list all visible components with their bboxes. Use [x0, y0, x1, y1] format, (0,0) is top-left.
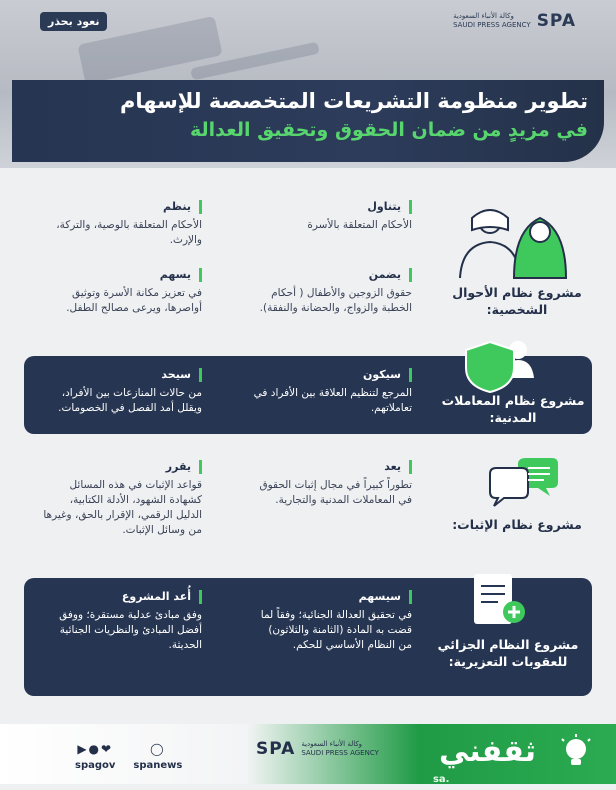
brand-name: ثقفني	[438, 734, 536, 769]
item-sayushim	[252, 590, 412, 653]
social-icons: ▶●❤	[77, 742, 114, 756]
item-label: سيسهم	[252, 590, 412, 604]
item-text: الأحكام المتعلقة بالوصية، والتركة، والإرث.	[56, 219, 202, 246]
item-text: في تحقيق العدالة الجنائية؛ وفقاً لما قضت به المادة (الثامنة والثلاثون) من النظام الأساسي للحكم.	[260, 609, 412, 651]
item-yuqarrir	[42, 460, 202, 538]
logo-line-en: SAUDI PRESS AGENCY	[453, 21, 531, 29]
item-text: الأحكام المتعلقة بالأسرة	[307, 219, 412, 231]
header	[0, 0, 616, 168]
item-yunadhim	[42, 200, 202, 248]
social-handle-spagov[interactable]: spagov	[75, 760, 116, 771]
logo-line-ar: وكالة الأنباء السعودية	[453, 12, 514, 20]
item-yatanawal	[252, 200, 412, 233]
section-penal-system	[24, 578, 592, 696]
item-text: من حالات المنازعات بين الأفراد، ويقلل أمد الفصل في الخصومات.	[58, 387, 202, 414]
item-text: حقوق الزوجين والأطفال ( أحكام الخطبة والزواج، والحضانة والنفقة).	[259, 287, 412, 314]
item-sayahid	[42, 368, 202, 416]
page-title: تطوير منظومة التشريعات المتخصصة للإسهام	[119, 89, 588, 113]
footer-logo-line-ar: وكالة الأنباء السعودية	[301, 740, 363, 748]
lightbulb-icon	[558, 734, 594, 770]
item-text: المرجع لتنظيم العلاقة بين الأفراد في تعاملاتهم.	[253, 387, 412, 414]
document-add-icon	[470, 572, 530, 628]
logo-mark: SPA	[536, 11, 576, 31]
item-text: قواعد الإثبات في هذه المسائل كشهادة الشهود، الأدلة الكتابية، الدليل الرقمي، الإقرار بالحق، وغيرها من وسائل الإثبات.	[43, 479, 202, 536]
footer-spa-logo	[256, 740, 379, 758]
item-yuad	[252, 460, 412, 508]
footer-logo-line-en: SAUDI PRESS AGENCY	[301, 749, 379, 757]
item-label: سيحد	[42, 368, 202, 382]
project-title: مشروع نظام الأحوال الشخصية:	[452, 285, 582, 317]
item-label: سيكون	[252, 368, 412, 382]
section-personal-status	[24, 190, 592, 340]
social-group-1	[75, 742, 115, 771]
item-yushim	[42, 268, 202, 316]
instagram-icon: ◯	[150, 742, 166, 756]
item-label: يتناول	[252, 200, 412, 214]
item-text: تطوراً كبيراً في مجال إثبات الحقوق في المعاملات المدنية والتجارية.	[259, 479, 412, 506]
family-icon	[452, 200, 572, 280]
item-text: وفق مبادئ عدلية مستقرة؛ ووفق أفضل المبادئ والنظريات الجنائية الحديثة.	[59, 609, 202, 651]
campaign-badge: نعود بحذر	[40, 12, 107, 31]
item-label: يضمن	[252, 268, 412, 282]
item-label: يسهم	[42, 268, 202, 282]
item-uidda	[42, 590, 202, 653]
item-yadman	[252, 268, 412, 316]
spa-logo	[453, 12, 576, 30]
item-label: يعد	[252, 460, 412, 474]
social-links	[75, 742, 182, 771]
project-title: مشروع نظام الإثبات:	[452, 517, 582, 532]
shield-people-icon	[460, 338, 540, 394]
item-sayakun	[252, 368, 412, 416]
social-group-2	[133, 742, 182, 771]
project-title: مشروع النظام الجزائي للعقوبات التعزيرية:	[437, 637, 579, 669]
item-text: في تعزيز مكانة الأسرة وتوثيق أواصرها، ويرعى مصالح الطفل.	[66, 287, 202, 314]
section-civil-transactions	[24, 356, 592, 434]
brand-site: .sa	[432, 774, 450, 785]
item-label: ينظم	[42, 200, 202, 214]
footer	[0, 718, 616, 790]
section-evidence	[24, 454, 592, 559]
item-label: أُعد المشروع	[42, 590, 202, 604]
page-subtitle: في مزيدٍ من ضمان الحقوق وتحقيق العدالة	[190, 119, 588, 141]
chat-bubbles-icon	[488, 458, 558, 508]
brand-logo	[432, 730, 536, 785]
item-label: يقرر	[42, 460, 202, 474]
social-handle-spanews[interactable]: spanews	[133, 760, 183, 771]
project-title: مشروع نظام المعاملات المدنية:	[441, 393, 585, 425]
footer-logo-mark: SPA	[256, 739, 296, 759]
